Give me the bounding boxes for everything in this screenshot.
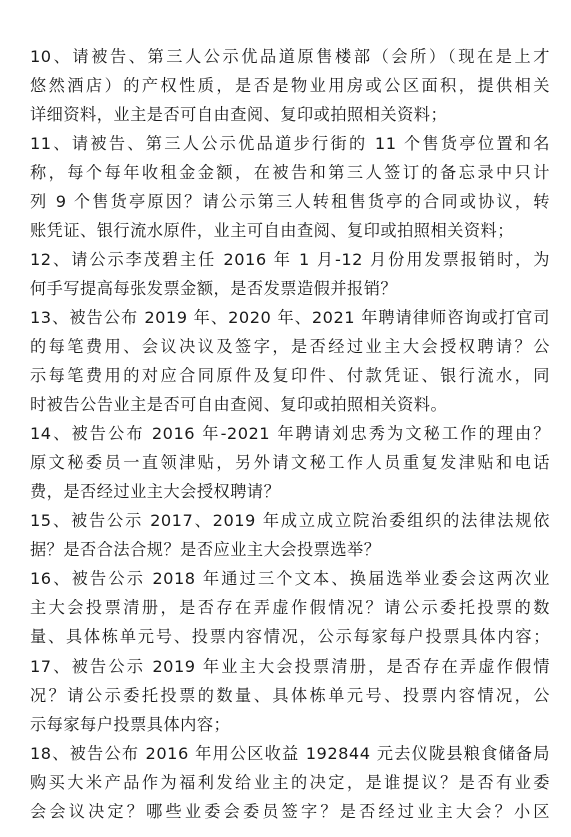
text-line: 账凭证、银行流水原件，业主可自由查阅、复印或拍照相关资料； [30,221,514,240]
text-line: 时被告公告业主是否可自由查阅、复印或拍照相关资料。 [30,395,448,414]
text-line: 原文秘委员一直领津贴，另外请文秘工作人员重复发津贴和电话 [30,453,550,472]
text-line: 的每笔费用、会议决议及签字，是否经过业主大会授权聘请？公 [30,337,550,356]
text-line: 15、被告公示 2017、2019 年成立成立院治委组织的法律法规依 [30,511,550,530]
paragraph-item-13 [30,303,550,419]
text-line: 12、请公示李茂碧主任 2016 年 1 月-12 月份用发票报销时，为 [30,250,550,269]
paragraph-item-14 [30,419,550,506]
text-line: 费，是否经过业主大会授权聘请？ [30,482,281,501]
text-line: 据？是否合法合规？是否应业主大会投票选举？ [30,540,381,559]
text-line: 购买大米产品作为福利发给业主的决定，是谁提议？是否有业委 [30,773,550,792]
text-line: 16、被告公示 2018 年通过三个文本、换届选举业委会这两次业 [30,569,550,588]
paragraph-item-12 [30,245,550,303]
text-line: 示每家每户投票具体内容； [30,715,231,734]
text-line: 17、被告公示 2019 年业主大会投票清册，是否存在弄虚作假情 [30,657,550,676]
text-line: 量、具体栋单元号、投票内容情况，公示每家每户投票具体内容； [30,627,550,646]
paragraph-item-15 [30,506,550,564]
text-line: 况？请公示委托投票的数量、具体栋单元号、投票内容情况，公 [30,686,550,705]
paragraph-item-17 [30,652,550,739]
text-line: 悠然酒店）的产权性质，是否是物业用房或公区面积，提供相关 [30,76,550,95]
paragraph-item-11 [30,129,550,245]
text-line: 11、请被告、第三人公示优品道步行街的 11 个售货亭位置和名 [30,134,550,153]
text-line: 列 9 个售货亭原因？请公示第三人转租售货亭的合同或协议，转 [30,192,550,211]
paragraph-item-18 [30,739,550,826]
text-line: 主大会投票清册，是否存在弄虚作假情况？请公示委托投票的数 [30,598,550,617]
paragraph-item-16 [30,564,550,651]
text-line: 13、被告公布 2019 年、2020 年、2021 年聘请律师咨询或打官司 [30,308,550,327]
text-line: 会会议决定？哪些业委会委员签字？是否经过业主大会？小区 [30,802,550,821]
text-line: 14、被告公布 2016 年-2021 年聘请刘忠秀为文秘工作的理由？ [30,424,550,443]
text-line: 何手写提高每张发票金额，是否发票造假并报销？ [30,279,398,298]
paragraph-item-10 [30,42,550,129]
text-line: 示每笔费用的对应合同原件及复印件、付款凭证、银行流水，同 [30,366,550,385]
text-line: 18、被告公布 2016 年用公区收益 192844 元去仪陇县粮食储备局 [30,744,550,763]
text-line: 10、请被告、第三人公示优品道原售楼部（会所）（现在是上才 [30,47,550,66]
text-line: 详细资料，业主是否可自由查阅、复印或拍照相关资料； [30,105,448,124]
text-line: 称，每个每年收租金金额，在被告和第三人签订的备忘录中只计 [30,163,550,182]
